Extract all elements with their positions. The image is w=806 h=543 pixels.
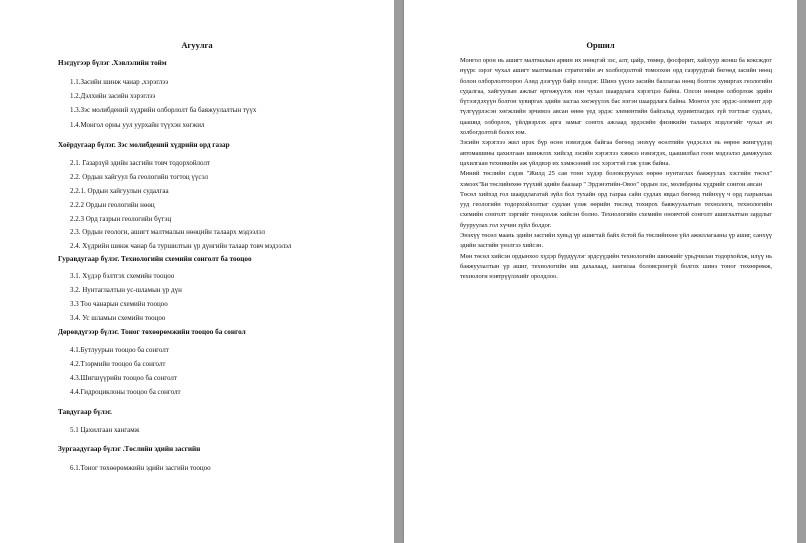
intro-paragraph-4: Төсөл хийхэд гол шаардлагатай зүйл бол тухайн орд газраа сайн судлах явдал бөгөөд тийнхүү ч орд газрынхаа ууд геологийн тодорхойлолтыг судлан үзэж өөрийн төслөд тохирох баяжуулалтын технологи, технологийн схемийн сонголт зэргийг тооцоолж хийсэн болно. Технологийн схемийн оновчтой сонголт ашиглалтын зардлыг бууруулах гол хүчин зүйл болдог. — [460, 190, 772, 229]
document-page-right — [404, 0, 797, 543]
toc-entry: 2.3. Ордын геологи, ашигт малтмалын нөөцийн талаарх мэдээлэл — [70, 228, 266, 236]
toc-chapter-heading: Дөрөвдүгээр бүлэг. Тоног төхөөрөмжийн тооцоо ба сонгол — [58, 328, 246, 336]
toc-entry: 4.1.Бутлуурын тооцоо ба сонголт — [70, 346, 169, 354]
intro-body — [460, 56, 772, 283]
page-gap — [394, 0, 404, 543]
toc-chapter-heading: Зургаадугаар бүлэг .Төслийн эдийн засгийн — [58, 445, 201, 453]
toc-entry: 1.4.Монгол орны уул уурхайн түүхэн хөгжил — [70, 121, 205, 129]
toc-entry: 1.3.Зэс молибдений хүдрийн олборлолт ба баяжуулалтын түүх — [70, 106, 257, 114]
toc-chapter-heading: Тавдугаар бүлэг. — [58, 408, 112, 416]
toc-entry: 2.2.3 Орд газрын геологийн бүтэц — [70, 215, 172, 223]
toc-title: Агуулга — [181, 40, 213, 50]
toc-entry: 3.4. Ус шламын схемийн тооцоо — [70, 314, 166, 322]
toc-entry: 2.1. Газарзүй эдийн засгийн товч тодорхойлолт — [70, 159, 211, 167]
document-page-left — [0, 0, 394, 543]
toc-entry: 1.1.Засийн шинж чанар ,хэрэглээ — [70, 78, 169, 86]
toc-entry: 4.2.Тээрмийн тооцоо ба сонголт — [70, 360, 166, 368]
intro-paragraph-3: Миний төслийн сэдэв "Жилд 25 сая тонн хүдэр боловсруулах өөрөө нунтаглах баяжуулах хэсгийн төсөл" хэмээх"Би төслийнхөө түүхий эдийн баазаар " Эрдэнэтийн-Овоо" ордын зэс, молибдены хүдрийг сонгон авсан — [460, 170, 772, 188]
intro-paragraph-2: Зэсийн хэрэглээ жил ирэх бүр өсөн нэмэгдэж байгаа бөгөөд энэхүү өсөлтийн үндэслэл нь өөрөө жингүүдэд автомашины цахилгаан шинжлэх хийсэд зэсийн хэрэглээ хэвжээ нэмэгдэх, цаашилбал гоон мэдээлэл дамжуулах цахилгаан техникийн аж үйлдвэр их хэмжээний зэс хэрэгтэй гэж үзэж байна. — [460, 139, 772, 167]
toc-chapter-heading: Нэгдүгээр бүлэг .Хэвлэлийн тойм — [58, 59, 167, 67]
scrollbar-track[interactable] — [797, 0, 806, 543]
toc-entry: 3.2. Нунтаглалтын ус-шламын үр дүн — [70, 286, 182, 294]
intro-paragraph-6: Мөн төсөл хийсэн ордынхоо хүдэр бүрдүүлэг эрдсүүдийн технологийн шинжийг урьдчилан тодорхойлж, илүү нь баяжуулалтын үр ашиг, технологийн иш дахалаад, зангилаа боловсронгүй болгох шинэ тоног төхөөрөмж, технологи нэвтрүүлэхийг оролдлоо. — [460, 252, 772, 281]
toc-entry: 4.3.Шигшүүрийн тооцоо ба сонголт — [70, 374, 177, 382]
toc-entry: 3.3 Тоо чанарын схемийн тооцоо — [70, 300, 168, 308]
toc-entry: 2.2.1. Ордын хайгуулын судалгаа — [70, 187, 169, 195]
toc-entry: 2.2.2 Ордын геологийн нөөц — [70, 201, 155, 209]
toc-entry: 2.4. Хүдрийн шинж чанар ба туршилтын үр дүнгийн талаар товч мэдээлэл — [70, 242, 292, 250]
intro-title: Оршил — [586, 40, 615, 50]
toc-entry: 2.2. Ордын хайгуул ба геологийн тогтоц үүсэл — [70, 173, 208, 181]
toc-chapter-heading: Хоёрдугаар бүлэг. Зэс молибдений хүдрийн орд газар — [58, 141, 230, 149]
toc-entry: 4.4.Гидроциклоны тооцоо ба сонголт — [70, 388, 181, 396]
toc-chapter-heading: Гуравдугаар бүлэг. Технологийн схемийн сонголт ба тооцоо — [58, 255, 252, 263]
toc-entry: 1.2.Дэлхийн засийн хэрэглээ — [70, 92, 156, 100]
toc-entry: 3.1. Хүдэр бэлтгэх схемийн тооцоо — [70, 272, 175, 280]
intro-paragraph-1: Монгол орон нь ашигт малтмалын арвин их нөөцтэй зэс, алт, цайр, төмөр, фосфорит, хайлуур жонш ба коксждог нүүрс зэрэг чухал ашигт малтмалын стратегийн ач холбогдолтой томоохон орд газруудтай бөгөөд засийн нөөц болон олборлолтоороо Азид дээгүүр байр эзэлдэг. Шинэ үүснэ засийн баллагаа нөөц болгон хувиргах геологийн судалгаа, хайгуулын ажлыг өргөжүүлэх нэн чухал шаардлага хэрэгцээ байна. Олсон нөөцөө олборлож эдийн бүтээгдэхүүн болгон хувиргах эдийн засгаа хөгжүүлэх бас нэгэн шаардлага байна. Монгол улс эрдэс-элемент дэр түлгүүрлэсэн хөгжлийн эрчимээ авсан өнөө үед эрдэс элементийн байгальд хуримтлагдах зүй тогтлыг судлах, цаашид олборлох, үйлдвэрлэх арга замыг сонгох ажлаад эрдэсийн физикийн талаарх мэдлэгийг чухал ач холбогдолтой болох юм. — [460, 57, 772, 137]
toc-entry: 6.1.Тоног төхөөрөмжийн эдийн засгийн тооцоо — [70, 464, 211, 472]
toc-entry: 5.1 Цахилгаан хангамж — [70, 426, 140, 434]
intro-paragraph-5: Энэхүү төсөл маань эдийн засгийн хувьд үр ашигтай байх ёстой ба төслийнхөө үйл ажиллагааны үр ашиг, санхүү эдийн засгийн үнэлгээ хийсэн. — [460, 232, 772, 250]
